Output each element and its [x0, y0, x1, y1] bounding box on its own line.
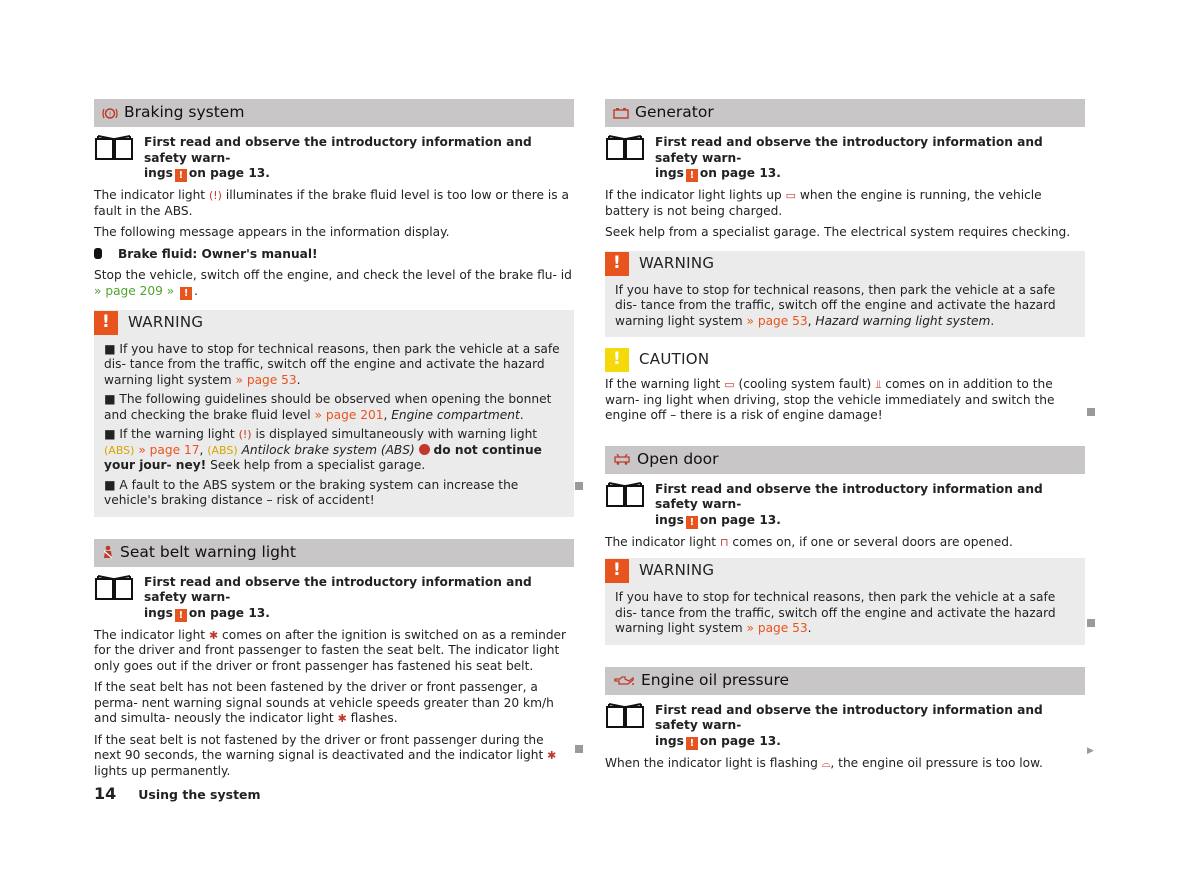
seatbelt-paragraph-3: If the seat belt is not fastened by the driver or front passenger during the next 90 seconds, the warning signal is deactivated and the indicator light ✱ lights up permanently.	[94, 732, 557, 778]
warning-bullet-4: ■ A fault to the ABS system or the braking system can increase the vehicle's braking distance – risk of accident!	[104, 477, 519, 507]
warning-icon: !	[94, 311, 118, 335]
book-icon	[605, 481, 645, 509]
coolant-icon: ⫫	[875, 378, 882, 391]
seatbelt-section-header	[94, 539, 574, 567]
page-53-link[interactable]: » page 53	[746, 621, 808, 635]
opendoor-section-header	[605, 446, 1085, 474]
battery-icon: ▭	[785, 189, 797, 202]
section-end-marker	[575, 482, 583, 490]
battery-icon: ▭	[724, 378, 735, 391]
oil-title: Engine oil pressure	[641, 670, 790, 689]
braking-warning-box	[94, 310, 574, 517]
caution-text: If the warning light ▭ (cooling system fault) ⫫ comes on in addition to the warn- ing light when driving, stop the vehicle immediately and switch the engine off – there is a risk of engine damage!	[605, 377, 1055, 422]
warning-bullet-1: ■ If you have to stop for technical reasons, then park the vehicle at a safe dis- tance from the traffic, switch off the engine and activate the hazard warning light system » page 53.	[104, 341, 560, 387]
opendoor-read-first-note: First read and observe the introductory information and safety warn- ings ! on page 13.	[605, 481, 1085, 529]
page-number: 14	[94, 784, 117, 803]
exclamation-icon: !	[175, 169, 187, 182]
braking-title: Braking system	[124, 103, 245, 122]
book-icon	[94, 574, 134, 602]
page-footer	[94, 786, 261, 803]
warning-title: WARNING	[128, 312, 204, 331]
seatbelt-icon: ✱	[208, 628, 219, 642]
oil-read-first-note: First read and observe the introductory information and safety warn- ings ! on page 13.	[605, 702, 1085, 750]
seatbelt-icon: ✱	[337, 712, 347, 725]
exclamation-icon: !	[175, 609, 187, 622]
page-53-link[interactable]: » page 53	[235, 372, 297, 387]
page-209-link[interactable]: » page 209 »	[94, 283, 175, 298]
seatbelt-paragraph-2: If the seat belt has not been fastened by the driver or front passenger, a perma- nent warning signal sounds at vehicle speeds greater than 20 km/h and simulta- neously the indicator light ✱ flashes.	[94, 680, 554, 725]
brake-warning-icon: (!)	[208, 189, 222, 202]
caution-header: ! CAUTION	[605, 347, 1085, 373]
warning-bullet-2: ■ The following guidelines should be observed when opening the bonnet and checking the brake fluid level » page 201, Engine compartment.	[104, 392, 552, 422]
generator-section-header	[605, 99, 1085, 127]
section-end-marker	[1087, 619, 1095, 627]
oil-section-header	[605, 667, 1085, 695]
left-column	[94, 99, 574, 779]
book-icon	[605, 702, 645, 730]
exclamation-icon: !	[686, 737, 698, 750]
abs-icon: (ABS)	[207, 443, 238, 457]
seatbelt-title: Seat belt warning light	[120, 542, 296, 561]
caution-icon: !	[605, 348, 629, 372]
page-53-link[interactable]: » page 53	[746, 313, 808, 328]
brake-warning-icon	[102, 107, 118, 120]
book-icon	[605, 134, 645, 162]
door-open-icon	[613, 454, 631, 465]
exclamation-icon: !	[686, 516, 698, 529]
continue-arrow-icon: ▶	[1087, 746, 1094, 756]
braking-section-header	[94, 99, 574, 127]
generator-warning-text: If you have to stop for technical reasons, then park the vehicle at a safe dis- tance from the traffic, switch off the engine and activate the hazard warning light system » page 53, Hazard warning light system.	[615, 282, 1056, 328]
oil-paragraph-1: When the indicator light is flashing ⌓, the engine oil pressure is too low.	[605, 755, 1043, 770]
svg-text:!: !	[108, 110, 112, 118]
abs-icon: (ABS)	[104, 443, 135, 457]
generator-title: Generator	[635, 103, 714, 122]
seatbelt-paragraph-1: The indicator light ✱ comes on after the ignition is switched on as a reminder for the driver and front passenger to fasten the seat belt. The indicator light only goes out if the driver or front passenger has fastened his seat belt.	[94, 627, 567, 673]
footer-title: Using the system	[138, 787, 261, 802]
door-open-icon: ⊓	[719, 535, 729, 549]
braking-paragraph-3: Stop the vehicle, switch off the engine, and check the level of the brake flu- id » page 209 » ! .	[94, 268, 572, 299]
seatbelt-icon	[102, 545, 114, 560]
seatbelt-icon: ✱	[547, 749, 557, 762]
note-page-link[interactable]: on page 13.	[699, 733, 781, 748]
warning-icon: !	[605, 559, 629, 583]
warning-icon: !	[605, 252, 629, 276]
braking-read-first-note	[94, 134, 574, 182]
oil-can-icon	[613, 675, 635, 686]
brake-warning-icon: (!)	[238, 428, 252, 441]
section-end-marker	[575, 745, 583, 753]
book-icon	[94, 134, 134, 162]
opendoor-warning-box: ! WARNING If you have to stop for technical reasons, then park the vehicle at a safe dis- tance from the traffic, switch off the engine and activate the hazard warning light system » page 53.	[605, 558, 1085, 645]
opendoor-title: Open door	[637, 449, 719, 468]
generator-warning-box: ! WARNING If you have to stop for technical reasons, then park the vehicle at a safe dis- tance from the traffic, switch off the engine and activate the hazard warning light system » page 53, Hazard warning light system.	[605, 251, 1085, 338]
note-line1: First read and observe the introductory information and safety warn-	[144, 135, 532, 165]
oil-can-icon: ⌓	[821, 756, 831, 770]
opendoor-paragraph-1: The indicator light ⊓ comes on, if one or several doors are opened.	[605, 534, 1013, 549]
note-line2-pre: ings	[144, 166, 173, 180]
seatbelt-read-first-note: First read and observe the introductory information and safety warn- ings ! on page 13.	[94, 574, 574, 622]
right-column	[605, 99, 1085, 771]
braking-paragraph-2: The following message appears in the information display.	[94, 225, 450, 239]
exclamation-icon: !	[686, 169, 698, 182]
generator-paragraph-1: If the indicator light lights up ▭ when the engine is running, the vehicle battery is not being charged.	[605, 188, 1042, 218]
braking-paragraph-1: The indicator light (!) illuminates if the brake fluid level is too low or there is a fault in the ABS.	[94, 188, 569, 218]
page-17-link[interactable]: » page 17	[138, 442, 200, 457]
exclamation-icon: !	[180, 287, 192, 300]
note-page-link[interactable]: on page 13.	[188, 166, 270, 180]
warning-bullet-3: ■ If the warning light (!) is displayed simultaneously with warning light (ABS) » page 17, (ABS) Antilock brake system (ABS) do not continue your jour- ney! Seek help from a specialist garage.	[104, 427, 542, 472]
brake-fluid-message: Brake fluid: Owner's manual!	[94, 247, 574, 263]
section-end-marker	[1087, 408, 1095, 416]
battery-icon	[613, 108, 629, 119]
note-page-link[interactable]: on page 13.	[699, 512, 781, 527]
generator-read-first-note: First read and observe the introductory information and safety warn- ings ! on page 13.	[605, 134, 1085, 182]
note-page-link[interactable]: on page 13.	[188, 605, 270, 620]
page-201-link[interactable]: » page 201	[314, 407, 384, 422]
generator-paragraph-2: Seek help from a specialist garage. The electrical system requires checking.	[605, 225, 1071, 239]
info-icon	[94, 248, 102, 259]
stop-icon	[419, 444, 430, 455]
opendoor-warning-text: If you have to stop for technical reasons, then park the vehicle at a safe dis- tance from the traffic, switch off the engine and activate the hazard warning light system » page 53.	[615, 590, 1056, 635]
note-page-link[interactable]: on page 13.	[699, 166, 781, 180]
